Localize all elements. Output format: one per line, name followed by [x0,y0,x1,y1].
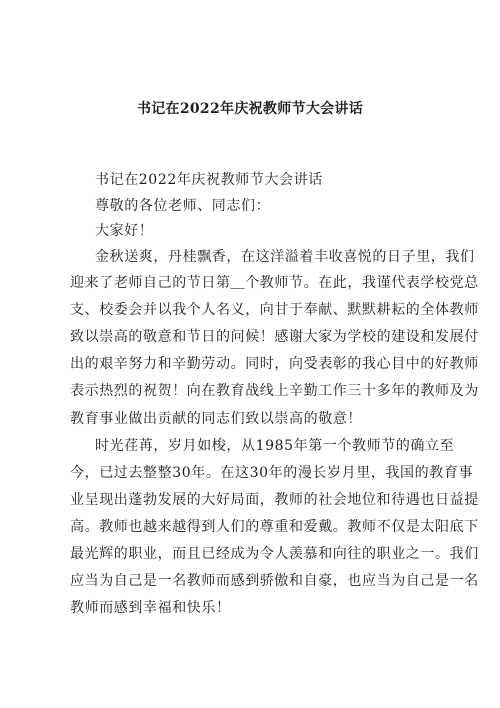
paragraph-line: 迎来了老师自己的节日第＿个教师节。在此，我谨代表学校党总 [70,275,479,291]
paragraph-line: 教育事业做出贡献的同志们致以崇高的敬意！ [70,411,362,427]
paragraph-line: 教师而感到幸福和快乐！ [70,600,231,616]
body-heading: 书记在2022年庆祝教师节大会讲话 [95,172,323,188]
document-title: 书记在2022年庆祝教师节大会讲话 [136,101,364,117]
paragraph-line: 出的艰辛努力和辛勤劳动。同时，向受表彰的我心目中的好教师 [70,356,479,372]
paragraph-line: 今，已过去整整30年。在这30年的漫长岁月里，我国的教育事 [70,465,474,481]
paragraph-line: 时光荏苒，岁月如梭，从1985年第一个教师节的确立至 [95,438,455,454]
salutation: 尊敬的各位老师、同志们： [95,198,271,214]
paragraph-line: 最光辉的职业，而且已经成为令人羡慕和向往的职业之一。我们 [70,546,479,562]
paragraph-line: 表示热烈的祝贺！向在教育战线上辛勤工作三十多年的教师及为 [70,383,479,399]
paragraph-line: 高。教师也越来越得到人们的尊重和爱戴。教师不仅是太阳底下 [70,519,479,535]
paragraph-line: 应当为自己是一名教师而感到骄傲和自豪，也应当为自己是一名 [70,573,479,589]
greeting: 大家好！ [95,223,154,239]
paragraph-line: 支、校委会并以我个人名义，向甘于奉献、默默耕耘的全体教师 [70,302,479,318]
paragraph-line: 业呈现出蓬勃发展的大好局面，教师的社会地位和待遇也日益提 [70,492,479,508]
paragraph-line: 致以崇高的敬意和节日的问候！感谢大家为学校的建设和发展付 [70,329,479,345]
paragraph-line: 金秋送爽，丹桂飘香，在这洋溢着丰收喜悦的日子里，我们 [95,249,475,265]
